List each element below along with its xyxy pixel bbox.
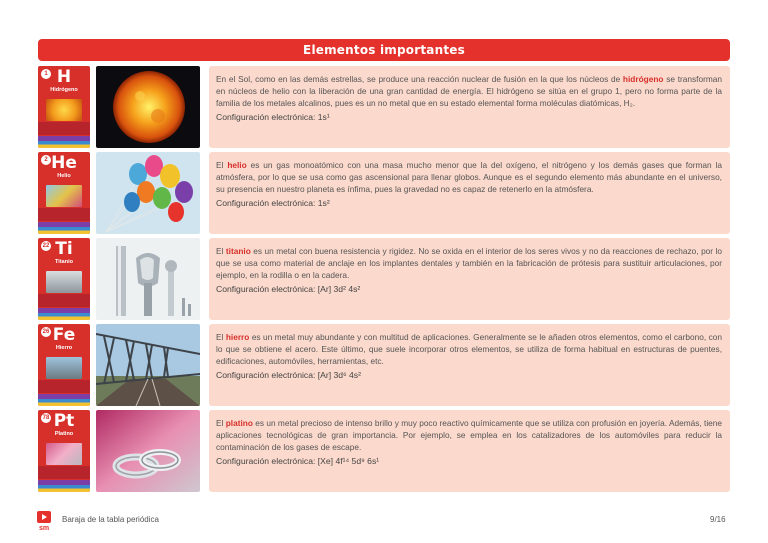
- prosthesis-photo: [96, 238, 200, 320]
- element-symbol: He: [51, 153, 77, 173]
- electron-configuration: Configuración electrónica: 1s²: [216, 198, 330, 208]
- electron-configuration: Configuración electrónica: [Ar] 3d² 4s²: [216, 284, 361, 294]
- atomic-number: 2: [41, 155, 51, 165]
- svg-text:sm: sm: [38, 525, 50, 531]
- element-card-titanium: [38, 238, 90, 320]
- card-band: [38, 208, 90, 221]
- element-row-helium: [38, 152, 730, 234]
- card-mini-image: [46, 357, 82, 379]
- element-name-highlight: platino: [225, 418, 253, 428]
- card-band: [38, 122, 90, 135]
- atomic-number: 22: [42, 243, 50, 249]
- element-name-highlight: titanio: [225, 246, 251, 256]
- element-card-helium: [38, 152, 90, 234]
- footer-caption: Baraja de la tabla periódica: [62, 515, 159, 524]
- element-description: El titanio es un metal con buena resistencia y rigidez. No se oxida en el interior de los seres vivos y no da reacciones de rechazo, por lo que se usa como material de anclaje en los implantes dentales y también en la fabricación de prótesis para sustituir articulaciones, por ejemplo, en la rodilla o en la cadera.: [216, 246, 722, 280]
- rings-photo: [96, 410, 200, 492]
- element-card-name: Hierro: [55, 345, 73, 351]
- card-stripe: [38, 222, 90, 234]
- description-panel: [209, 324, 730, 406]
- element-name-highlight: hidrógeno: [622, 74, 664, 84]
- element-card-name: Platino: [54, 431, 74, 437]
- bridge-photo: [96, 324, 200, 406]
- element-symbol: H: [56, 67, 72, 87]
- card-mini-image: [46, 443, 82, 465]
- card-stripe: [38, 136, 90, 148]
- element-name-highlight: hierro: [225, 332, 250, 342]
- card-band: [38, 466, 90, 479]
- element-description: El platino es un metal precioso de intenso brillo y muy poco reactivo químicamente que se utiliza con profusión en joyería. Además, tiene aplicaciones tecnológicas de gran importancia. Por ejemplo, se emplea en los catalizadores de los automóviles para reducir la contaminación de los gases de escape.: [216, 418, 723, 452]
- card-band: [38, 294, 90, 307]
- electron-configuration: Configuración electrónica: [Xe] 4f¹⁴ 5d⁹ 6s¹: [216, 456, 380, 466]
- element-name-highlight: helio: [227, 160, 247, 170]
- element-card-hydrogen: [38, 66, 90, 148]
- card-band: [38, 380, 90, 393]
- element-card-name: Titanio: [55, 259, 73, 265]
- element-row-titanium: [38, 238, 730, 320]
- element-row-hydrogen: [38, 66, 730, 148]
- element-card-iron: [38, 324, 90, 406]
- description-panel: [209, 152, 730, 234]
- element-row-iron: [38, 324, 730, 406]
- card-stripe: [38, 308, 90, 320]
- element-symbol: Ti: [55, 239, 73, 259]
- card-mini-image: [46, 99, 82, 121]
- element-card-name: Hidrógeno: [50, 87, 78, 93]
- card-stripe: [38, 480, 90, 492]
- element-symbol: Fe: [52, 325, 76, 345]
- card-mini-image: [46, 271, 82, 293]
- element-row-platinum: [38, 410, 730, 492]
- atomic-number: 26: [42, 329, 50, 335]
- atomic-number: 78: [42, 415, 50, 421]
- description-panel: [209, 66, 730, 148]
- electron-configuration: Configuración electrónica: [Ar] 3d⁶ 4s²: [216, 370, 361, 380]
- card-stripe: [38, 394, 90, 406]
- element-card-name: Helio: [57, 173, 71, 179]
- element-description: El hierro es un metal muy abundante y con multitud de aplicaciones. Generalmente se le añaden otros elementos, como el carbono, con lo que se obtiene el acero. Este último, que suele incorporar otros elementos, se utiliza de forma habitual en estructuras de puentes, edificaciones, automóviles, herramientas, etc.: [216, 332, 723, 366]
- balloons-photo: [96, 152, 200, 234]
- atomic-number: 1: [41, 69, 51, 79]
- section-title: Elementos importantes: [38, 39, 730, 61]
- description-panel: [209, 410, 730, 492]
- card-mini-image: [46, 185, 82, 207]
- element-description: El helio es un gas monoatómico con una masa mucho menor que la del oxígeno, el nitrógeno y los demás gases que forman la atmósfera, por lo que se usa como gas ascensional para llenar globos. Aunque es el segundo elemento más abundante en el universo, su presencia en nuestro planeta es ínfima, pues la gravedad no es capaz de retenerlo en la atmósfera.: [216, 160, 722, 194]
- element-description: En el Sol, como en las demás estrellas, se produce una reacción nuclear de fusión en la que los núcleos de hidrógeno se transforman en núcleos de helio con la liberación de una gran cantidad de energía. El hidrógeno se sitúa en el grupo 1, pero no forma parte de la familia de los metales alcalinos, pues es un no metal que en su estado elemental forma moléculas diatómicas, H₂.: [216, 74, 722, 108]
- element-symbol: Pt: [53, 411, 75, 431]
- sun-photo: [96, 66, 200, 148]
- description-panel: [209, 238, 730, 320]
- sm-logo-icon: [37, 511, 51, 531]
- electron-configuration: Configuración electrónica: 1s¹: [216, 112, 330, 122]
- page-number: 9/16: [710, 515, 726, 524]
- element-card-platinum: [38, 410, 90, 492]
